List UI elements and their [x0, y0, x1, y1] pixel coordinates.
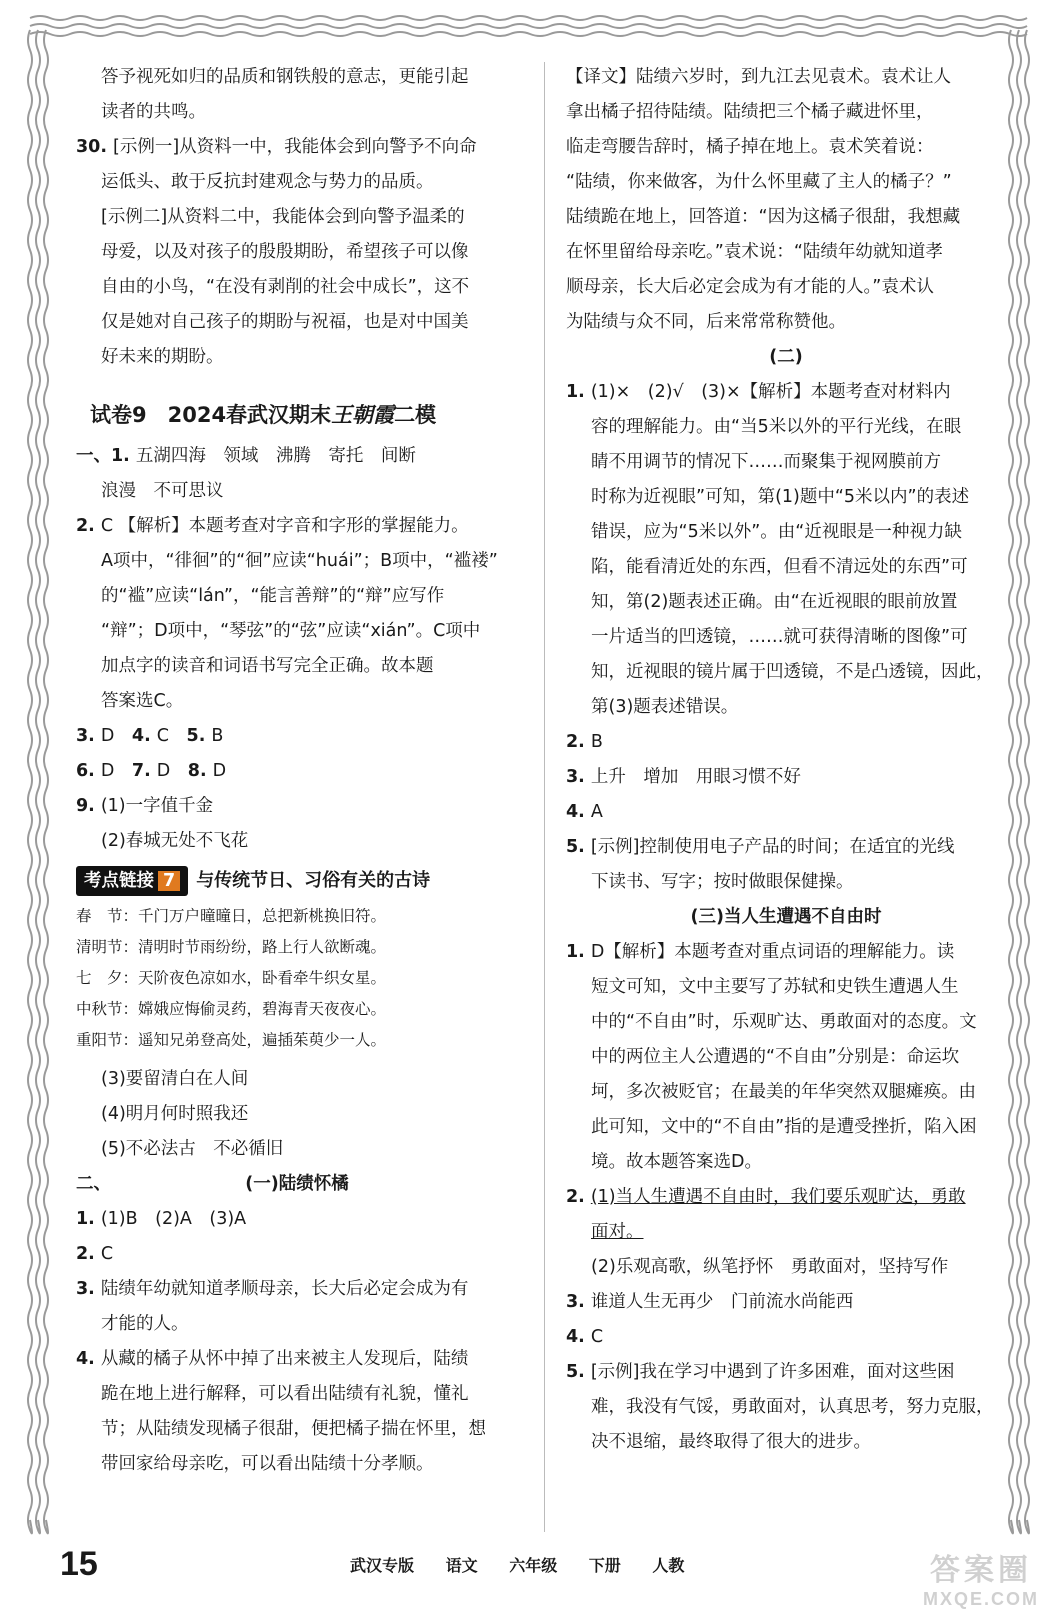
page-number: 15: [60, 1545, 98, 1583]
question-number: 2.: [76, 516, 95, 536]
answer: B: [590, 732, 603, 752]
question-number: 3.: [76, 1279, 95, 1299]
section-label: 一、1.: [76, 446, 130, 466]
question-number: 2.: [566, 732, 585, 752]
footer-item: 下册: [588, 1556, 621, 1575]
text-line: 时称为近视眼”可知，第(1)题中“5米以内”的表述: [591, 487, 970, 507]
text-line: 知，第(2)题表述正确。由“在近视眼的眼前放置: [591, 592, 958, 612]
section-title: (三)当人生遭遇不自由时: [690, 907, 882, 927]
text-line: 五湖四海 领域 沸腾 寄托 间断: [135, 446, 416, 466]
text-line: 拿出橘子招待陆绩。陆绩把三个橘子藏进怀里，: [566, 102, 934, 122]
text-line: 一片适当的凹透镜，……就可获得清晰的图像”可: [591, 627, 968, 647]
question-number: 4.: [76, 1349, 95, 1369]
text-line: (1)一字值千金: [100, 796, 214, 816]
text-line: A项中，“徘徊”的“徊”应读“huái”；B项中，“褴褛”: [101, 551, 498, 571]
watermark: [923, 1545, 1039, 1610]
question-number: 4.: [566, 802, 585, 822]
text-line: [示例一]从资料一中，我能体会到向警予不向命: [113, 137, 477, 157]
footer-item: 六年级: [509, 1556, 558, 1575]
question-number: 2.: [566, 1187, 585, 1207]
text-line: [示例]我在学习中遇到了许多困难，面对这些困: [590, 1362, 955, 1382]
question-number: 1.: [566, 942, 585, 962]
text-line: 【译文】陆绩六岁时，到九江去见袁术。袁术让人: [566, 67, 951, 87]
section-header: [76, 1167, 526, 1202]
exam-title-text: 试卷9 2024春武汉期末: [90, 403, 332, 427]
exam-title-end: 二模: [394, 403, 437, 427]
underlined-answer: 面对。: [591, 1222, 644, 1242]
kaodian-link-box: [76, 863, 526, 899]
text-line: 错误，应为“5米以外”。由“近视眼是一种视力缺: [591, 522, 962, 542]
answer: C: [590, 1327, 604, 1347]
question-number: 4.: [566, 1327, 585, 1347]
answer: C: [100, 1244, 114, 1264]
text-line: 短文可知，文中主要写了苏轼和史铁生遭遇人生: [591, 977, 959, 997]
text-line: 自由的小鸟，“在没有剥削的社会中成长”，这不: [101, 277, 470, 297]
answer: C: [156, 726, 169, 746]
answer: D: [100, 761, 115, 781]
question-number: 3.: [566, 1292, 585, 1312]
answer: D: [156, 761, 171, 781]
question-number: 4.: [131, 726, 151, 746]
kaodian-tag-text: 考点链接: [84, 871, 154, 891]
kaodian-tag-number: 7: [158, 871, 180, 891]
watermark-text: 答案圈: [929, 1554, 1032, 1587]
footer-item: 人教: [652, 1556, 685, 1575]
answer: 上升 增加 用眼习惯不好: [590, 767, 801, 787]
text-line: 此可知，文中的“不自由”指的是遭受挫折，陷入困: [591, 1117, 977, 1137]
text-line: 才能的人。: [101, 1314, 189, 1334]
text-line: 仅是她对自己孩子的期盼与祝福，也是对中国美: [101, 312, 469, 332]
section-title: (二): [769, 347, 803, 367]
section-label: 二、: [76, 1174, 111, 1194]
column-divider: [544, 62, 545, 1532]
text-line: (1)× (2)√ (3)×【解析】本题考查对材料内: [590, 382, 951, 402]
question-number: 3.: [76, 726, 95, 746]
answer: D: [212, 761, 227, 781]
text-line: “辩”；D项中，“琴弦”的“弦”应读“xián”。C项中: [101, 621, 481, 641]
question-number: 1.: [566, 382, 585, 402]
text-line: 睛不用调节的情况下……而聚集于视网膜前方: [591, 452, 941, 472]
exam-title: [90, 397, 526, 433]
poem-line: 春 节：千门万户曈曈日，总把新桃换旧符。: [76, 907, 387, 925]
text-line: (2)乐观高歌，纵笔抒怀 勇敢面对，坚持写作: [591, 1257, 949, 1277]
underlined-answer: (1)当人生遭遇不自由时，我们要乐观旷达，勇敢: [590, 1187, 966, 1207]
text-line: 陆绩年幼就知道孝顺母亲，长大后必定会成为有: [100, 1279, 469, 1299]
text-line: 知，近视眼的镜片属于凹透镜，不是凸透镜，因此，: [591, 662, 994, 682]
text-line: “陆绩，你来做客，为什么怀里藏了主人的橘子？”: [566, 172, 952, 192]
text-line: (2)春城无处不飞花: [101, 831, 249, 851]
poem-line: 重阳节：遥知兄弟登高处，遍插茱萸少一人。: [76, 1031, 387, 1049]
question-number: 1.: [76, 1209, 95, 1229]
text-line: 决不退缩，最终取得了很大的进步。: [591, 1432, 871, 1452]
text-line: 坷，多次被贬官；在最美的年华突然双腿瘫痪。由: [591, 1082, 976, 1102]
right-column: [566, 60, 1006, 1460]
text-line: 顺母亲，长大后必定会成为有才能的人。”袁术认: [566, 277, 934, 297]
text-line: 答案选C。: [101, 691, 184, 711]
text-line: 难，我没有气馁，勇敢面对，认真思考，努力克服，: [591, 1397, 994, 1417]
question-number: 5.: [186, 726, 206, 746]
footer-info: [350, 1553, 710, 1576]
text-line: 母爱，以及对孩子的殷殷期盼，希望孩子可以像: [101, 242, 469, 262]
question-number: 5.: [566, 1362, 585, 1382]
left-column: [76, 60, 526, 1482]
question-number: 7.: [131, 761, 151, 781]
answer: (1)B (2)A (3)A: [100, 1209, 247, 1229]
text-line: 第(3)题表述错误。: [591, 697, 739, 717]
question-number: 30.: [76, 137, 108, 157]
text-line: 中的两位主人公遭遇的“不自由”分别是：命运坎: [591, 1047, 960, 1067]
text-line: 中的“不自由”时，乐观旷达、勇敢面对的态度。文: [591, 1012, 977, 1032]
text-line: 为陆绩与众不同，后来常常称赞他。: [566, 312, 846, 332]
answer-row: [76, 719, 526, 754]
watermark-url: MXQE.COM: [922, 1589, 1039, 1609]
text-line: 节；从陆绩发现橘子很甜，便把橘子揣在怀里，想: [101, 1419, 486, 1439]
text-line: 读者的共鸣。: [101, 102, 206, 122]
text-line: [示例]控制使用电子产品的时间；在适宜的光线: [590, 837, 955, 857]
poem-list: [76, 901, 526, 1056]
text-line: 的“褴”应读“lán”，“能言善辩”的“辩”应写作: [101, 586, 445, 606]
page-footer: [60, 1545, 1000, 1585]
poem-line: 中秋节：嫦娥应悔偷灵药，碧海青天夜夜心。: [76, 1000, 387, 1018]
text-line: 答予视死如归的品质和钢铁般的意志，更能引起: [101, 67, 469, 87]
kaodian-heading: 与传统节日、习俗有关的古诗: [196, 870, 431, 891]
text-line: D【解析】本题考查对重点词语的理解能力。读: [590, 942, 955, 962]
answer-row: [76, 754, 526, 789]
answer: D: [100, 726, 115, 746]
text-line: 下读书、写字；按时做眼保健操。: [591, 872, 854, 892]
question-number: 5.: [566, 837, 585, 857]
poem-line: 七 夕：天阶夜色凉如水，卧看牵牛织女星。: [76, 969, 387, 987]
text-line: 陆绩跪在地上，回答道：“因为这橘子很甜，我想藏: [566, 207, 961, 227]
question-number: 6.: [76, 761, 95, 781]
text-line: (3)要留清白在人间: [101, 1069, 249, 1089]
kaodian-tag: [76, 866, 188, 896]
text-line: 境。故本题答案选D。: [591, 1152, 762, 1172]
text-line: 带回家给母亲吃，可以看出陆绩十分孝顺。: [101, 1454, 434, 1474]
text-line: 在怀里留给母亲吃。”袁术说：“陆绩年幼就知道孝: [566, 242, 943, 262]
text-line: 加点字的读音和词语书写完全正确。故本题: [101, 656, 434, 676]
question-number: 8.: [187, 761, 207, 781]
text-line: 运低头、敢于反抗封建观念与势力的品质。: [101, 172, 434, 192]
text-line: 浪漫 不可思议: [101, 481, 224, 501]
text-line: (4)明月何时照我还: [101, 1104, 249, 1124]
text-line: 好未来的期盼。: [101, 347, 224, 367]
poem-line: 清明节：清明时节雨纷纷，路上行人欲断魂。: [76, 938, 387, 956]
section-title: (一)陆绩怀橘: [245, 1174, 349, 1194]
text-line: 陷，能看清近处的东西，但看不清远处的东西”可: [591, 557, 968, 577]
answer: 谁道人生无再少 门前流水尚能西: [590, 1292, 854, 1312]
text-line: C 【解析】本题考查对字音和字形的掌握能力。: [100, 516, 469, 536]
exam-title-stamp: 王朝霞: [331, 402, 395, 427]
footer-item: 语文: [445, 1556, 478, 1575]
question-number: 3.: [566, 767, 585, 787]
answer: B: [211, 726, 224, 746]
question-number: 2.: [76, 1244, 95, 1264]
text-line: 临走弯腰告辞时，橘子掉在地上。袁术笑着说：: [566, 137, 934, 157]
question-number: 9.: [76, 796, 95, 816]
text-line: [示例二]从资料二中，我能体会到向警予温柔的: [101, 207, 465, 227]
text-line: 容的理解能力。由“当5米以外的平行光线，在眼: [591, 417, 962, 437]
text-line: (5)不必法古 不必循旧: [101, 1139, 284, 1159]
text-line: 跪在地上进行解释，可以看出陆绩有礼貌，懂礼: [101, 1384, 469, 1404]
footer-item: 武汉专版: [350, 1556, 415, 1575]
text-line: 从藏的橘子从怀中掉了出来被主人发现后，陆绩: [100, 1349, 469, 1369]
answer: A: [590, 802, 603, 822]
